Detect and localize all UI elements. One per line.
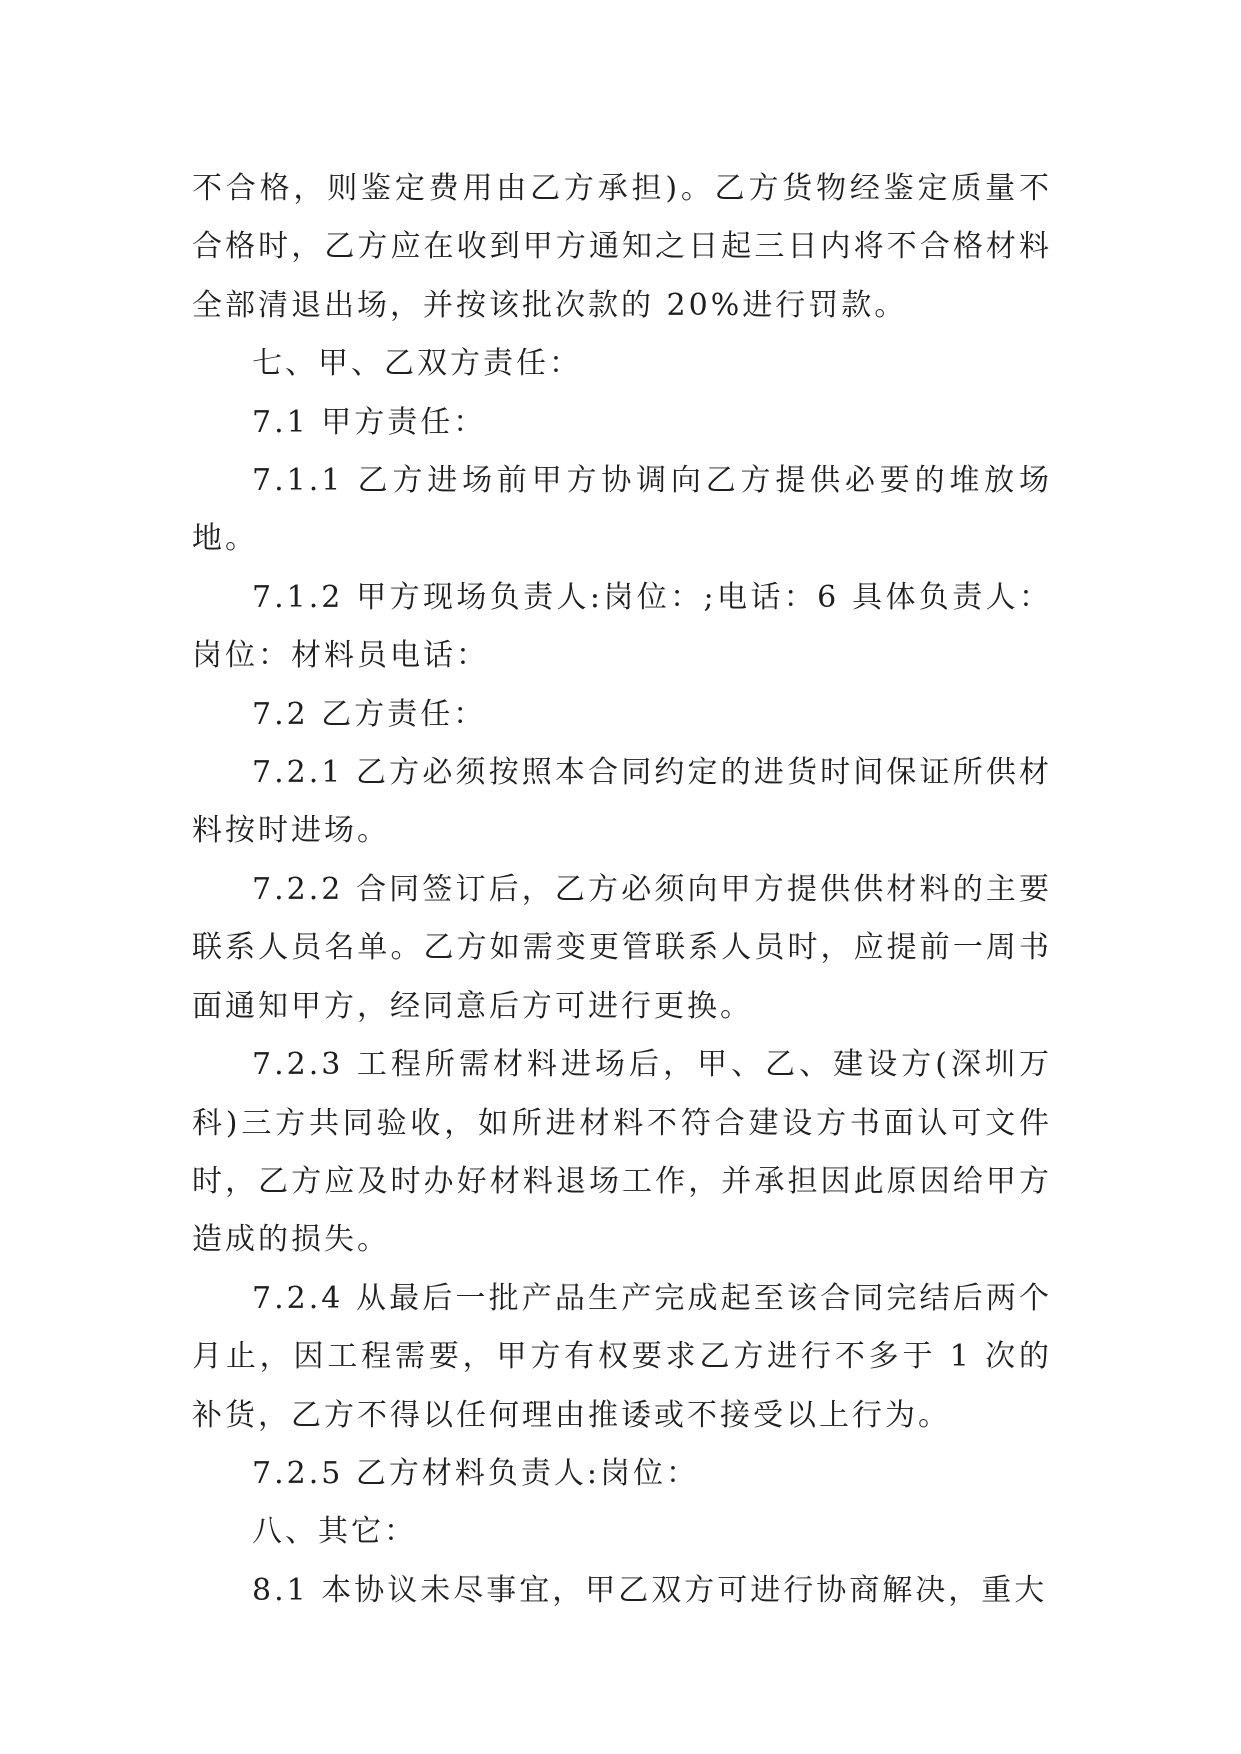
clause-7-2-5: 7.2.5 乙方材料负责人:岗位： [252, 1455, 699, 1491]
clause-7-2-1: 7.2.1 乙方必须按照本合同约定的进货时间保证所供材料按时进场。 [192, 755, 1052, 849]
paragraph-continuation: 不合格，则鉴定费用由乙方承担)。乙方货物经鉴定质量不合格时，乙方应在收到甲方通知之日起三日内将不合格材料全部清退出场，并按该批次款的 20%进行罚款。 [192, 171, 1052, 323]
clause-7-1-1: 7.1.1 乙方进场前甲方协调向乙方提供必要的堆放场地。 [192, 463, 1052, 557]
subsection-heading-party-b: 7.2 乙方责任： [252, 696, 487, 732]
section-heading-responsibilities: 七、甲、乙双方责任： [252, 346, 582, 382]
clause-8-1: 8.1 本协议未尽事宜，甲乙双方可进行协商解决，重大 [252, 1572, 1048, 1608]
document-body [192, 160, 1052, 1620]
clause-7-1-2: 7.1.2 甲方现场负责人:岗位：;电话：6 具体负责人：岗位：材料员电话： [192, 579, 1052, 674]
clause-7-2-4: 7.2.4 从最后一批产品生产完成起至该合同完结后两个月止，因工程需要，甲方有权要求乙方进行不多于 1 次的补货，乙方不得以任何理由推诿或不接受以上行为。 [192, 1280, 1052, 1433]
clause-7-2-3: 7.2.3 工程所需材料进场后，甲、乙、建设方(深圳万科)三方共同验收，如所进材料不符合建设方书面认可文件时，乙方应及时办好材料退场工作，并承担因此原因给甲方造成的损失。 [192, 1047, 1052, 1258]
subsection-heading-party-a: 7.1 甲方责任： [252, 404, 487, 440]
section-heading-other: 八、其它： [252, 1514, 417, 1550]
clause-7-2-2: 7.2.2 合同签订后，乙方必须向甲方提供供材料的主要联系人员名单。乙方如需变更管联系人员时，应提前一周书面通知甲方，经同意后方可进行更换。 [192, 871, 1052, 1024]
